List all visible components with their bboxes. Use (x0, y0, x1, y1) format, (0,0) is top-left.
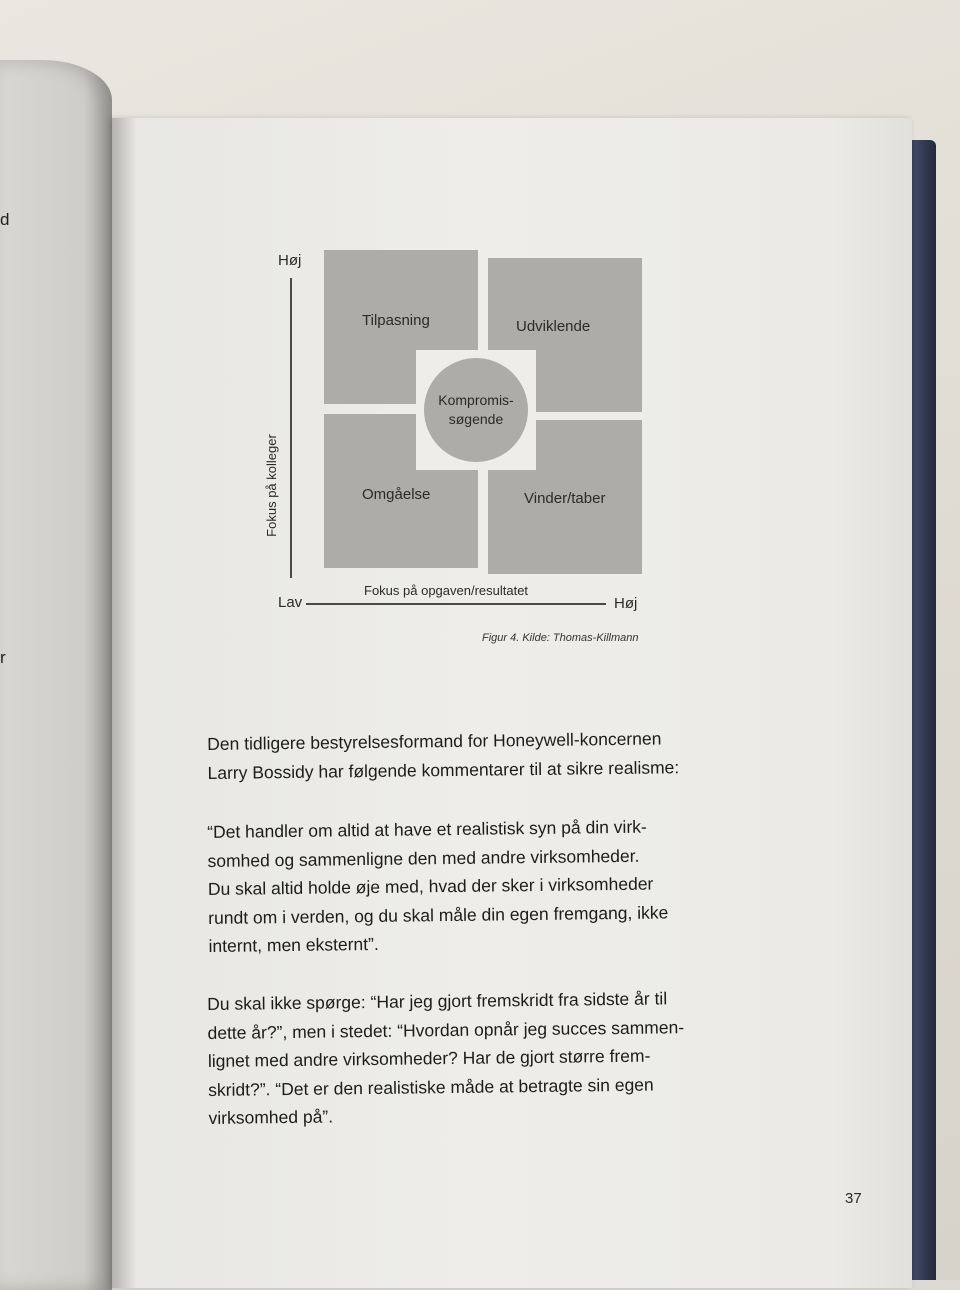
text-line: Du skal ikke spørge: “Har jeg gjort fremskridt fra sidste år til (207, 988, 668, 1014)
text-line: somhed og sammenligne den med andre virksomheder. (207, 845, 640, 871)
x-axis-title: Fokus på opgaven/resultatet (364, 583, 529, 598)
axis-low-label: Lav (278, 594, 303, 611)
text-line: lignet med andre virksomheder? Har de gjort større frem- (207, 1045, 651, 1071)
left-page-fragment: r (0, 648, 6, 667)
quadrant-label: Omgåelse (362, 486, 431, 503)
left-page-fragment: d (0, 210, 10, 229)
page-number: 37 (845, 1190, 862, 1207)
text-line: rundt om i verden, og du skal måle din egen fremgang, ikke (208, 901, 669, 928)
y-axis-title: Fokus på kolleger (263, 434, 279, 537)
paragraph-intro (207, 723, 808, 787)
quadrant-label: Udviklende (516, 318, 591, 335)
figure-caption: Figur 4. Kilde: Thomas-Killmann (482, 632, 639, 644)
quadrant-label: Tilpasning (362, 312, 430, 329)
left-page (0, 60, 112, 1290)
paragraph-advice (207, 983, 809, 1133)
right-page (112, 118, 912, 1288)
text-line: virksomhed på”. (208, 1106, 334, 1128)
center-label-line1: Kompromis- (438, 392, 514, 408)
text-line: “Det handler om altid at have et realistisk syn på din virk- (207, 816, 647, 842)
text-line: dette år?”, men i stedet: “Hvordan opnår jeg succes sammen- (207, 1016, 685, 1043)
x-axis-high-label: Høj (614, 595, 638, 612)
conflict-style-figure (263, 248, 652, 648)
text-line: internt, men eksternt”. (208, 933, 379, 956)
gutter-shadow (112, 118, 136, 1288)
text-line: Den tidligere bestyrelsesformand for Honeywell-koncernen (207, 728, 662, 754)
center-circle (424, 358, 528, 462)
text-line: skridt?”. “Det er den realistiske måde at betragte sin egen (208, 1074, 654, 1100)
quadrant-label: Vinder/taber (524, 490, 606, 507)
x-axis-line (306, 603, 606, 605)
y-axis-line (290, 278, 292, 578)
y-axis-high-label: Høj (278, 252, 302, 269)
center-label-line2: søgende (448, 411, 504, 427)
paragraph-quote (207, 811, 809, 961)
text-line: Du skal altid holde øje med, hvad der sker i virksomheder (207, 873, 654, 899)
text-line: Larry Bossidy har følgende kommentarer til at sikre realisme: (207, 756, 680, 783)
